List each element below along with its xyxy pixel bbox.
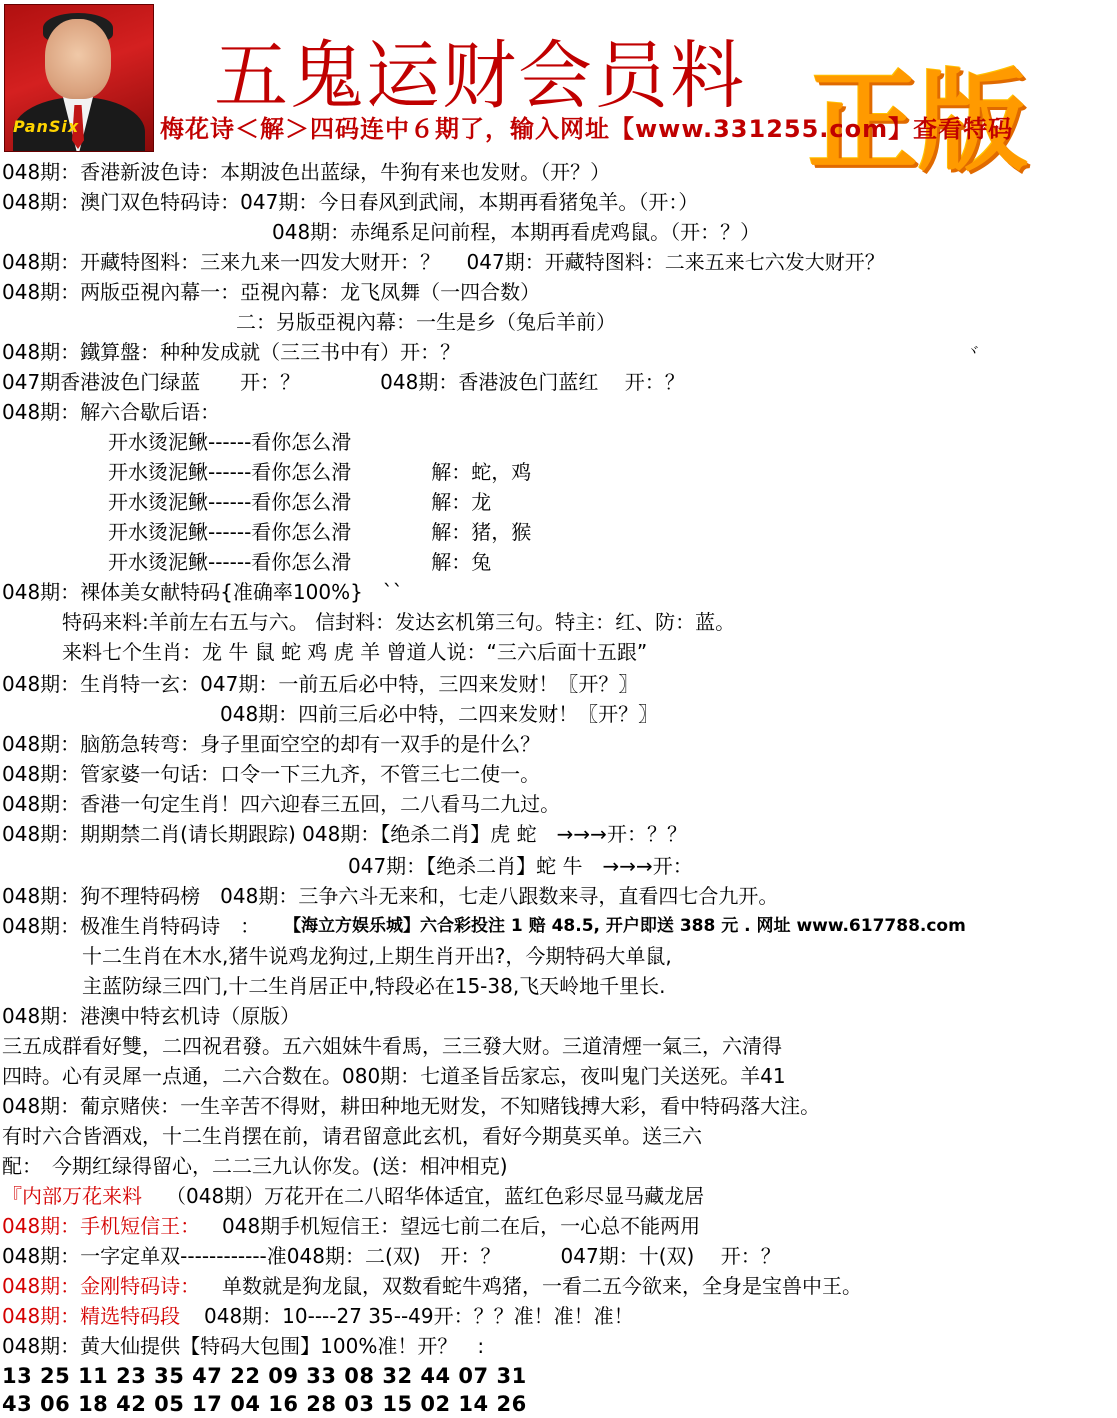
text-line: 特码来料:羊前左右五与六。 信封料：发达玄机第三句。特主：红、防：蓝。 [62, 610, 736, 634]
text-line: 048期：葡京赌侠：一生辛苦不得财，耕田种地无财发，不知赌钱搏大彩，看中特码落大注。 [2, 1094, 821, 1118]
text-line: 048期：期期禁二肖(请长期跟踪) 048期：【绝杀二肖】虎 蛇 →→→开：？？ [2, 822, 687, 846]
text-line: 048期：香港一句定生肖！四六迎春三五回，二八看马二九过。 [2, 792, 561, 816]
text-line: 十二生肖在木水,猪牛说鸡龙狗过,上期生肖开出?，今期特码大单鼠, [82, 944, 672, 968]
photo-watermark: PanSix [13, 117, 80, 136]
text-line: 048期：解六合歇后语： [2, 400, 221, 424]
text-line: 048期：开藏特图料：三来九来一四发大财开：？ 047期：开藏特图料：二来五来七六发大财开？ [2, 250, 885, 274]
text-line: 048期：赤绳系足问前程，本期再看虎鸡鼠。（开：？） [272, 220, 761, 244]
text-line: 主蓝防绿三四门,十二生肖居正中,特段必在15-38,飞天岭地千里长. [82, 974, 666, 998]
page-subtitle: 梅花诗＜解＞四码连中６期了，输入网址【www.331255.com】查看特码 [160, 115, 1014, 143]
text-line: 048期：管家婆一句话：口令一下三九齐，不管三七二使一。 [2, 762, 541, 786]
red-label: 048期：手机短信王： [2, 1214, 201, 1238]
text-line: 048期：黄大仙提供【特码大包围】100%准！开？ : [2, 1334, 485, 1358]
text-line: 有时六合皆酒戏，十二生肖摆在前，请君留意此玄机，看好今期莫买单。送三六 [2, 1124, 702, 1148]
text-line: 048期：四前三后必中特，二四来发财！〖开？〗 [220, 702, 659, 726]
text-line: 048期：极准生肖特码诗 ： [2, 914, 261, 938]
page-title: 五鬼运财会员料 [214, 33, 746, 119]
text-line: 048期：香港新波色诗：本期波色出蓝绿，牛狗有来也发财。（开？） [2, 160, 611, 184]
text-line: 048期：裸体美女献特码{准确率100%} `` [2, 580, 403, 604]
text-line: 048期：鐵算盤：种种发成就（三三书中有）开：？ [2, 340, 461, 364]
text-line: 048期手机短信王：望远七前二在后，一心总不能两用 [222, 1214, 701, 1238]
text-line: 048期：澳门双色特码诗：047期：今日春风到武闹，本期再看猪兔羊。（开：） [2, 190, 699, 214]
casino-ad: 【海立方娱乐城】六合彩投注 1 赔 48.5, 开户即送 388 元 . 网址 www.617788.com [284, 916, 966, 936]
text-line: 二：另版亞視內幕：一生是乡（兔后羊前） [236, 310, 616, 334]
text-line: 048期：两版亞視內幕一：亞視內幕：龙飞凤舞（一四合数） [2, 280, 541, 304]
portrait-photo [4, 4, 154, 152]
number-row: 43 06 18 42 05 17 04 16 28 03 15 02 14 26 [2, 1392, 527, 1416]
text-line: 048期：脑筋急转弯：身子里面空空的却有一双手的是什么？ [2, 732, 541, 756]
red-label: 048期：金刚特码诗： [2, 1274, 201, 1298]
text-line: 四時。心有灵犀一点通，二六合数在。080期：七道圣旨岳家忘，夜叫鬼门关送死。羊41 [2, 1064, 786, 1088]
text-line: 配： 今期红绿得留心，二二三九认你发。(送：相冲相克) [2, 1154, 508, 1178]
text-line: 048期：生肖特一玄：047期：一前五后必中特，三四来发财！〖开？〗 [2, 672, 639, 696]
text-line: 开水烫泥鳅------看你怎么滑 [108, 430, 352, 454]
text-line: 三五成群看好雙，二四祝君發。五六姐妹牛看馬，三三發大财。三道清煙一氣三，六清得 [2, 1034, 782, 1058]
text-line: （048期）万花开在二八昭华体适宜，蓝红色彩尽显马藏龙居 [166, 1184, 705, 1208]
number-row: 13 25 11 23 35 47 22 09 33 08 32 44 07 31 [2, 1364, 527, 1388]
text-line: 开水烫泥鳅------看你怎么滑 解：龙 [108, 490, 492, 514]
text-line: 开水烫泥鳅------看你怎么滑 解：蛇，鸡 [108, 460, 532, 484]
text-line: 单数就是狗龙鼠，双数看蛇牛鸡猪，一看二五今欲来，全身是宝兽中王。 [222, 1274, 862, 1298]
text-line: 048期：10----27 35--49开：？？准！准！准！ [204, 1304, 634, 1328]
stray-mark: ヾ [966, 344, 980, 360]
text-line: 开水烫泥鳅------看你怎么滑 解：兔 [108, 550, 492, 574]
text-line: 048期：狗不理特码榜 048期：三争六斗无来和，七走八跟数来寻，直看四七合九开。 [2, 884, 779, 908]
text-line: 来料七个生肖：龙 牛 鼠 蛇 鸡 虎 羊 曾道人说：“三六后面十五跟” [62, 640, 648, 664]
red-label: 048期：精选特码段 [2, 1304, 181, 1328]
text-line: 048期：港澳中特玄机诗（原版） [2, 1004, 301, 1028]
text-line: 047期香港波色门绿蓝 开：？ 048期：香港波色门蓝红 开：？ [2, 370, 685, 394]
text-line: 047期：【绝杀二肖】蛇 牛 →→→开： [348, 854, 693, 878]
text-line: 开水烫泥鳅------看你怎么滑 解：猪，猴 [108, 520, 532, 544]
text-line: 048期：一字定单双------------准048期：二(双) 开：？ 047期：十(双) 开：？ [2, 1244, 781, 1268]
portrait-face [45, 19, 111, 99]
red-label: 『内部万花来料 [2, 1184, 142, 1208]
authentic-stamp: 正版 [808, 58, 1028, 186]
